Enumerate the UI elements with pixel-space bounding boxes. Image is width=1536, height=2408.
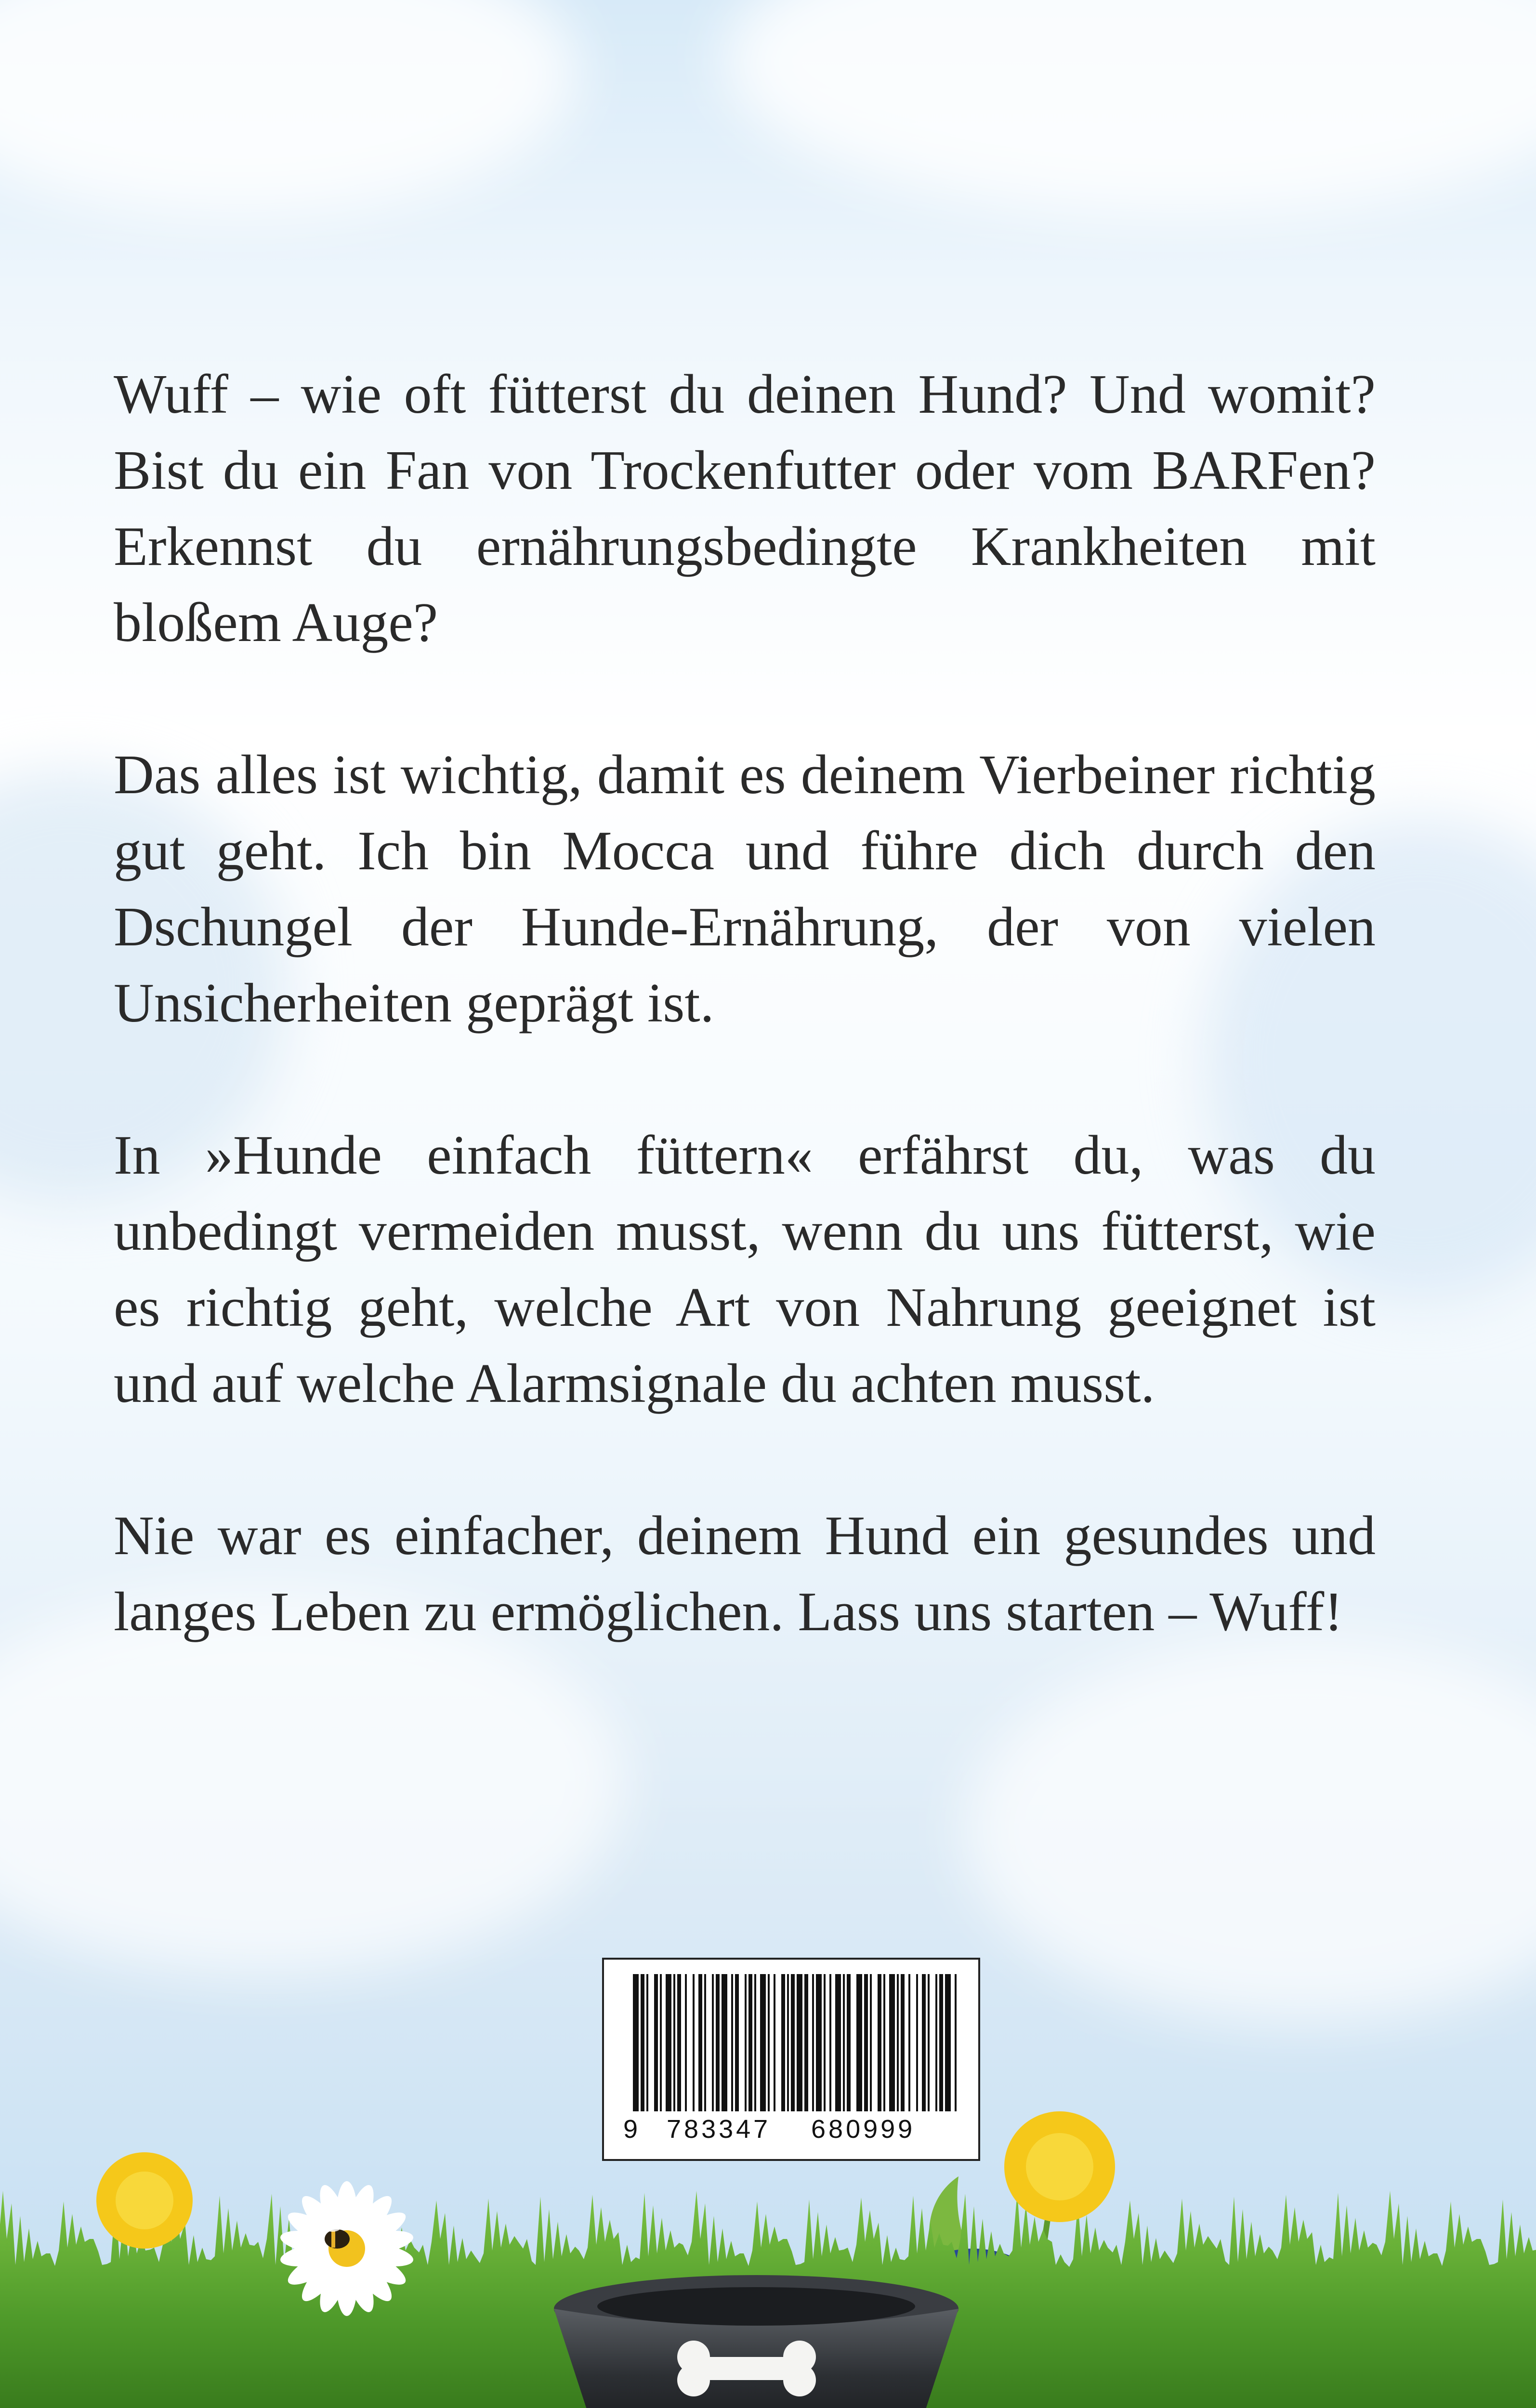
- blurb-paragraph-3: In »Hunde einfach füttern« erfährst du, was du unbedingt vermeiden musst, wenn du uns fütterst, wie es richtig geht, welche Art von Nahrung geeignet ist und auf welche Alarmsignale du achten musst.: [114, 1125, 1376, 1414]
- barcode-digit-first: 9: [623, 2115, 638, 2144]
- dandelion-flower-icon: [1004, 2111, 1115, 2222]
- back-cover-blurb: [114, 356, 1376, 1726]
- dog-bowl-icon: [554, 2275, 958, 2408]
- barcode-digits-left: 783347: [667, 2115, 771, 2144]
- dandelion-flower-icon: [96, 2152, 193, 2249]
- grass-meadow-illustration: [0, 2080, 1536, 2408]
- blurb-paragraph-4: Nie war es einfacher, deinem Hund ein gesundes und langes Leben zu ermöglichen. Lass uns starten – Wuff!: [114, 1505, 1376, 1643]
- barcode-digits-right: 680999: [811, 2115, 916, 2144]
- blurb-paragraph-2: Das alles ist wichtig, damit es deinem Vierbeiner richtig gut geht. Ich bin Mocca und führe dich durch den Dschungel der Hunde-Ernährung, der von vielen Unsicherheiten geprägt ist.: [114, 744, 1376, 1034]
- blurb-paragraph-1: Wuff – wie oft fütterst du deinen Hund? Und womit? Bist du ein Fan von Trockenfutter oder vom BARFen? Erkennst du ernährungsbedingte Krankheiten mit bloßem Auge?: [114, 364, 1376, 654]
